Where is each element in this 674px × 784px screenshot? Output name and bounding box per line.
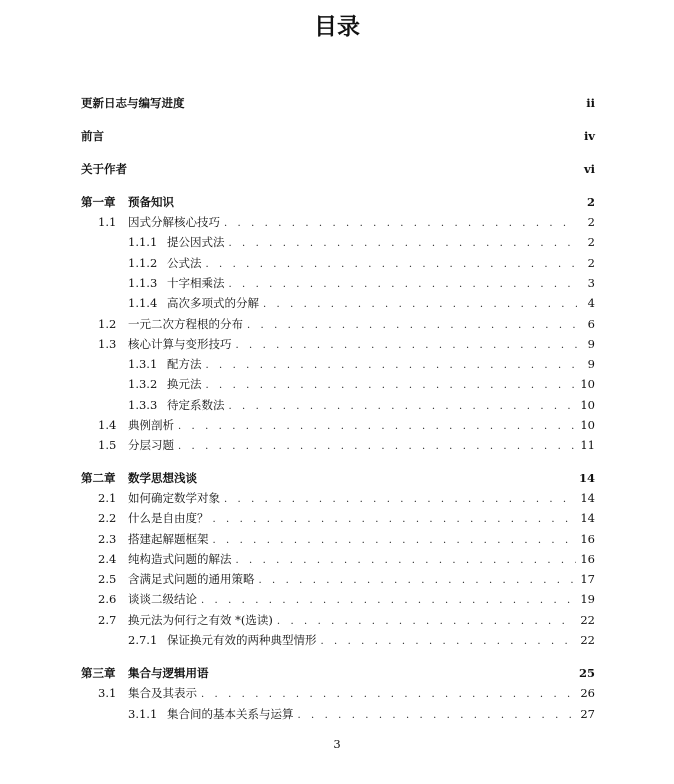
toc-dot-leader [229, 276, 578, 294]
toc-dot-leader [224, 491, 576, 509]
toc-subsection-entry[interactable] [81, 631, 595, 649]
toc-entry-title: 提公因式法 [167, 235, 225, 249]
toc-entry-page: 17 [580, 572, 595, 586]
page-number: 3 [333, 737, 341, 751]
toc-entry-title: 十字相乘法 [167, 276, 225, 290]
toc-subsection-entry[interactable] [81, 233, 595, 251]
toc-chapter-entry[interactable] [81, 469, 595, 487]
toc-subsection-entry[interactable] [81, 375, 595, 393]
toc-subsection-entry[interactable] [81, 254, 595, 272]
toc-entry-number: 2.1 [98, 491, 117, 505]
toc-entry-number: 第一章 [81, 195, 116, 209]
toc-entry-title: 分层习题 [128, 438, 174, 452]
toc-entry-number: 2.3 [98, 532, 117, 546]
toc-entry-page: 6 [587, 317, 595, 331]
toc-entry-title: 如何确定数学对象 [128, 491, 220, 505]
toc-entry-page: 19 [580, 592, 595, 606]
toc-entry-page: 27 [580, 707, 595, 721]
toc-entry-title: 换元法为何行之有效 *(选读) [128, 613, 273, 627]
toc-entry-title: 更新日志与编写进度 [81, 96, 185, 110]
toc-entry-number: 1.1.1 [128, 235, 158, 249]
toc-section-entry[interactable] [81, 590, 595, 608]
toc-chapter-entry[interactable] [81, 127, 595, 145]
toc-dot-leader [178, 438, 576, 456]
toc-entry-number: 1.4 [98, 418, 117, 432]
toc-dot-leader [206, 377, 577, 395]
toc-subsection-entry[interactable] [81, 396, 595, 414]
toc-entry-title: 搭建起解题框架 [128, 532, 209, 546]
toc-entry-title: 保证换元有效的两种典型情形 [167, 633, 317, 647]
toc-entry-number: 第三章 [81, 666, 116, 680]
toc-entry-page: 2 [587, 215, 595, 229]
toc-entry-number: 1.1 [98, 215, 117, 229]
toc-entry-number: 3.1.1 [128, 707, 158, 721]
toc-entry-page: 2 [586, 195, 595, 209]
toc-entry-page: 11 [580, 438, 595, 452]
toc-dot-leader [201, 686, 576, 704]
toc-entry-page: 16 [580, 552, 595, 566]
toc-dot-leader [206, 357, 578, 375]
toc-entry-number: 1.3.2 [128, 377, 158, 391]
toc-entry-title: 数学思想浅谈 [128, 471, 197, 485]
toc-entry-number: 2.7 [98, 613, 117, 627]
toc-entry-title: 关于作者 [81, 162, 127, 176]
toc-entry-page: 10 [580, 377, 595, 391]
toc-entry-title: 前言 [81, 129, 104, 143]
toc-dot-leader [247, 317, 577, 335]
toc-chapter-entry[interactable] [81, 664, 595, 682]
toc-entry-page: 26 [580, 686, 595, 700]
toc-entry-number: 1.1.2 [128, 256, 158, 270]
toc-entry-title: 谈谈二级结论 [128, 592, 197, 606]
toc-subsection-entry[interactable] [81, 294, 595, 312]
toc-entry-number: 2.4 [98, 552, 117, 566]
toc-section-entry[interactable] [81, 509, 595, 527]
toc-entry-number: 2.6 [98, 592, 117, 606]
toc-chapter-entry[interactable] [81, 193, 595, 211]
toc-entry-page: 10 [580, 398, 595, 412]
toc-dot-leader [178, 418, 576, 436]
toc-entry-title: 典例剖析 [128, 418, 174, 432]
toc-chapter-entry[interactable] [81, 160, 595, 178]
toc-entry-page: 22 [580, 633, 595, 647]
toc-section-entry[interactable] [81, 335, 595, 353]
toc-dot-leader [236, 337, 578, 355]
toc-dot-leader [259, 572, 577, 590]
toc-entry-number: 1.1.4 [128, 296, 158, 310]
toc-entry-title: 含满足式问题的通用策略 [128, 572, 255, 586]
toc-section-entry[interactable] [81, 489, 595, 507]
toc-entry-number: 1.3.1 [128, 357, 158, 371]
toc-entry-page: 14 [578, 471, 595, 485]
toc-entry-title: 集合间的基本关系与运算 [167, 707, 294, 721]
toc-entry-number: 2.5 [98, 572, 117, 586]
toc-entry-number: 1.5 [98, 438, 117, 452]
toc-section-entry[interactable] [81, 550, 595, 568]
toc-entry-page: vi [583, 162, 595, 176]
toc-section-entry[interactable] [81, 315, 595, 333]
toc-section-entry[interactable] [81, 684, 595, 702]
toc-section-entry[interactable] [81, 570, 595, 588]
toc-entry-page: 3 [587, 276, 595, 290]
toc-entry-page: 22 [580, 613, 595, 627]
toc-entry-title: 什么是自由度？ [128, 511, 209, 525]
toc-entry-title: 公式法 [167, 256, 202, 270]
toc-entry-title: 预备知识 [128, 195, 174, 209]
toc-entry-title: 一元二次方程根的分布 [128, 317, 243, 331]
toc-entry-page: iv [583, 129, 595, 143]
toc-entry-title: 换元法 [167, 377, 202, 391]
toc-entry-number: 2.7.1 [128, 633, 158, 647]
toc-entry-number: 1.2 [98, 317, 117, 331]
toc-chapter-entry[interactable] [81, 94, 595, 112]
toc-dot-leader [213, 532, 577, 550]
toc-section-entry[interactable] [81, 436, 595, 454]
toc-section-entry[interactable] [81, 416, 595, 434]
toc-section-entry[interactable] [81, 611, 595, 629]
toc-entry-page: 10 [580, 418, 595, 432]
toc-entry-title: 集合与逻辑用语 [128, 666, 209, 680]
toc-dot-leader [229, 398, 577, 416]
toc-entry-page: 16 [580, 532, 595, 546]
toc-entry-number: 1.3 [98, 337, 117, 351]
toc-entry-title: 核心计算与变形技巧 [128, 337, 232, 351]
toc-entry-number: 3.1 [98, 686, 117, 700]
toc-dot-leader [277, 613, 576, 631]
toc-dot-leader [321, 633, 577, 651]
toc-entry-title: 纯构造式问题的解法 [128, 552, 232, 566]
toc-entry-title: 因式分解核心技巧 [128, 215, 220, 229]
toc-entry-page: 25 [578, 666, 595, 680]
toc-subsection-entry[interactable] [81, 705, 595, 723]
toc-dot-leader [236, 552, 577, 570]
toc-entry-page: 14 [580, 491, 595, 505]
toc-entry-title: 集合及其表示 [128, 686, 197, 700]
toc-entry-page: 9 [587, 357, 595, 371]
toc-entry-number: 2.2 [98, 511, 117, 525]
toc-dot-leader [206, 256, 578, 274]
toc-dot-leader [213, 511, 577, 529]
toc-entry-number: 1.3.3 [128, 398, 158, 412]
toc-section-entry[interactable] [81, 530, 595, 548]
toc-subsection-entry[interactable] [81, 274, 595, 292]
page-title: 目录 [314, 14, 360, 40]
toc-entry-number: 1.1.3 [128, 276, 158, 290]
toc-entry-title: 配方法 [167, 357, 202, 371]
toc-section-entry[interactable] [81, 213, 595, 231]
toc-entry-page: 4 [587, 296, 595, 310]
toc-subsection-entry[interactable] [81, 355, 595, 373]
toc-entry-page: 9 [587, 337, 595, 351]
toc-entry-title: 高次多项式的分解 [167, 296, 259, 310]
toc-entry-title: 待定系数法 [167, 398, 225, 412]
toc-dot-leader [201, 592, 576, 610]
toc-dot-leader [263, 296, 577, 314]
toc-entry-page: 2 [587, 256, 595, 270]
toc-entry-page: ii [586, 96, 595, 110]
toc-dot-leader [224, 215, 577, 233]
toc-entry-page: 2 [587, 235, 595, 249]
toc-dot-leader [229, 235, 578, 253]
toc-entry-page: 14 [580, 511, 595, 525]
toc-dot-leader [298, 707, 577, 725]
toc-entry-number: 第二章 [81, 471, 116, 485]
